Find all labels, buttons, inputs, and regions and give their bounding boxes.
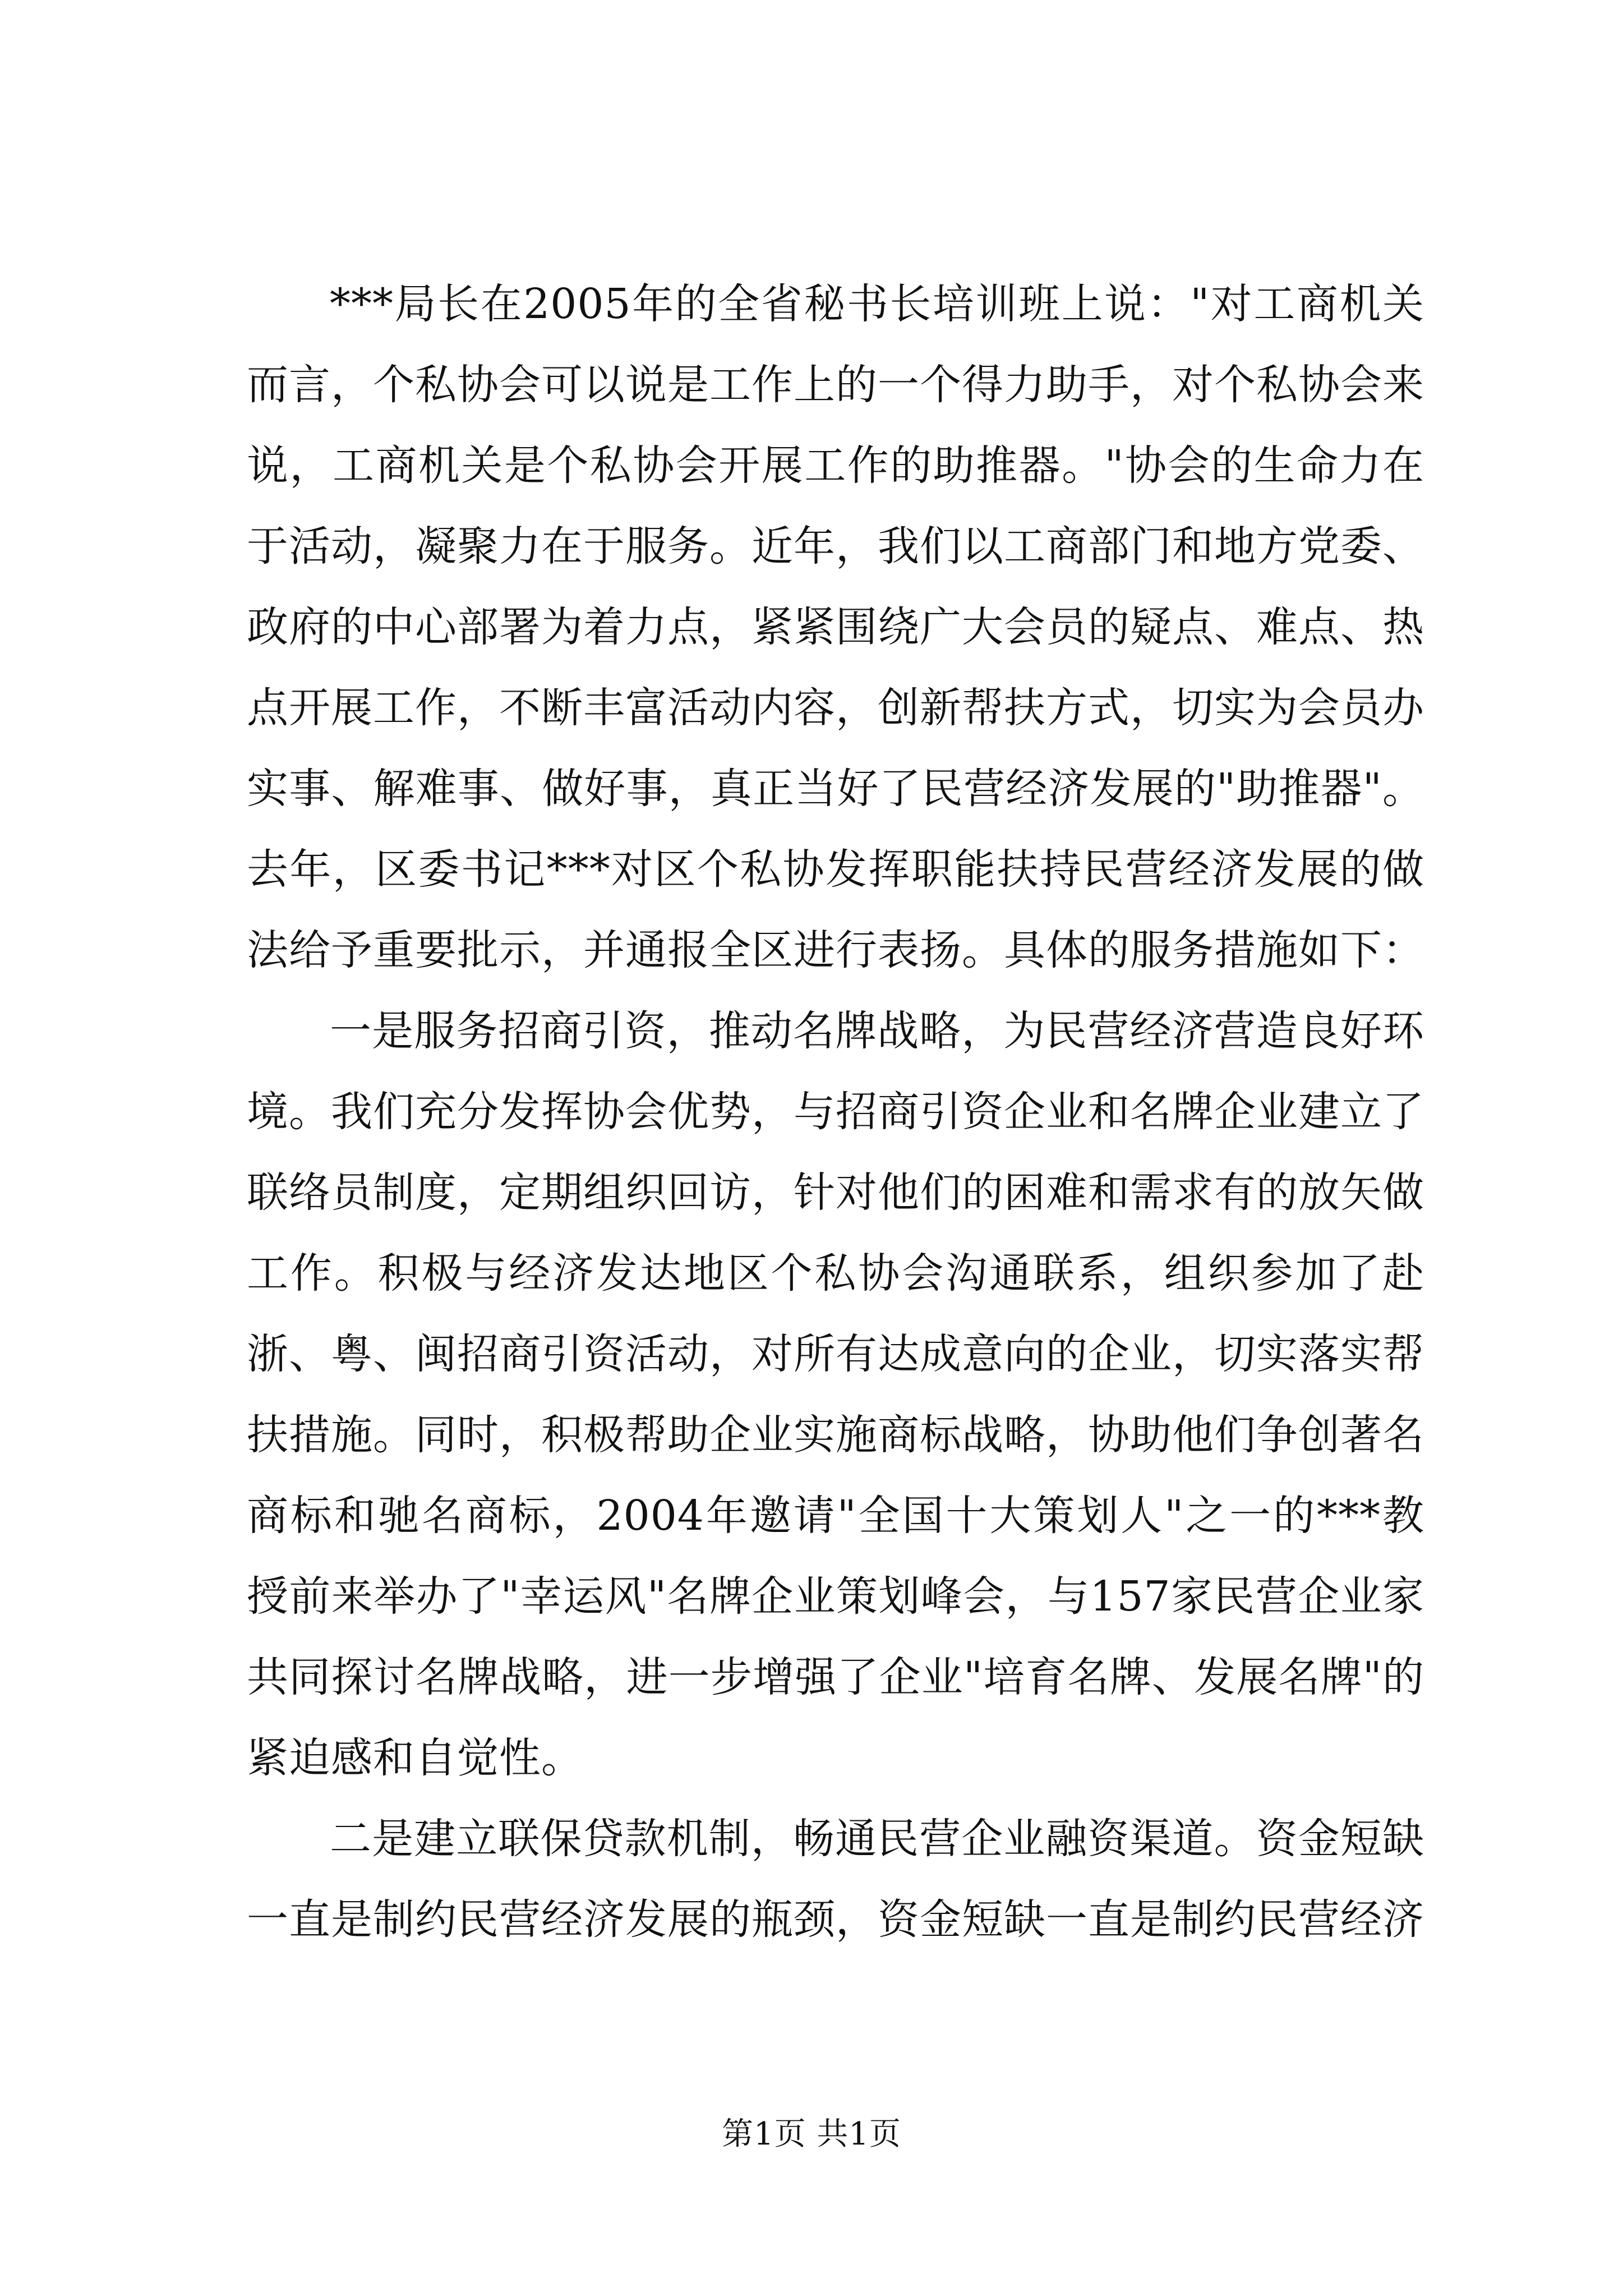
paragraph-measure-two: 二是建立联保贷款机制，畅通民营企业融资渠道。资金短缺一直是制约民营经济发展的瓶颈，资金短缺一直是制约民营经济 (247, 1815, 1424, 1944)
page-footer: 第1页 共1页 (721, 2116, 902, 2152)
document-body (247, 264, 1424, 1960)
paragraph-measure-one: 一是服务招商引资，推动名牌战略，为民营经济营造良好环境。我们充分发挥协会优势，与招商引资企业和名牌企业建立了联络员制度，定期组织回访，针对他们的困难和需求有的放矢做工作。积极与经济发达地区个私协会沟通联系，组织参加了赴浙、粤、闽招商引资活动，对所有达成意向的企业，切实落实帮扶措施。同时，积极帮助企业实施商标战略，协助他们争创著名商标和驰名商标，2004年邀请"全国十大策划人"之一的***教授前来举办了"幸运风"名牌企业策划峰会，与157家民营企业家共同探讨名牌战略，进一步增强了企业"培育名牌、发展名牌"的紧迫感和自觉性。 (247, 1007, 1424, 1782)
paragraph-intro: ***局长在2005年的全省秘书长培训班上说："对工商机关而言，个私协会可以说是工作上的一个得力助手，对个私协会来说，工商机关是个私协会开展工作的助推器。"协会的生命力在于活动，凝聚力在于服务。近年，我们以工商部门和地方党委、政府的中心部署为着力点，紧紧围绕广大会员的疑点、难点、热点开展工作，不断丰富活动内容，创新帮扶方式，切实为会员办实事、解难事、做好事，真正当好了民营经济发展的"助推器"。去年，区委书记***对区个私协发挥职能扶持民营经济发展的做法给予重要批示，并通报全区进行表扬。具体的服务措施如下： (247, 280, 1424, 974)
